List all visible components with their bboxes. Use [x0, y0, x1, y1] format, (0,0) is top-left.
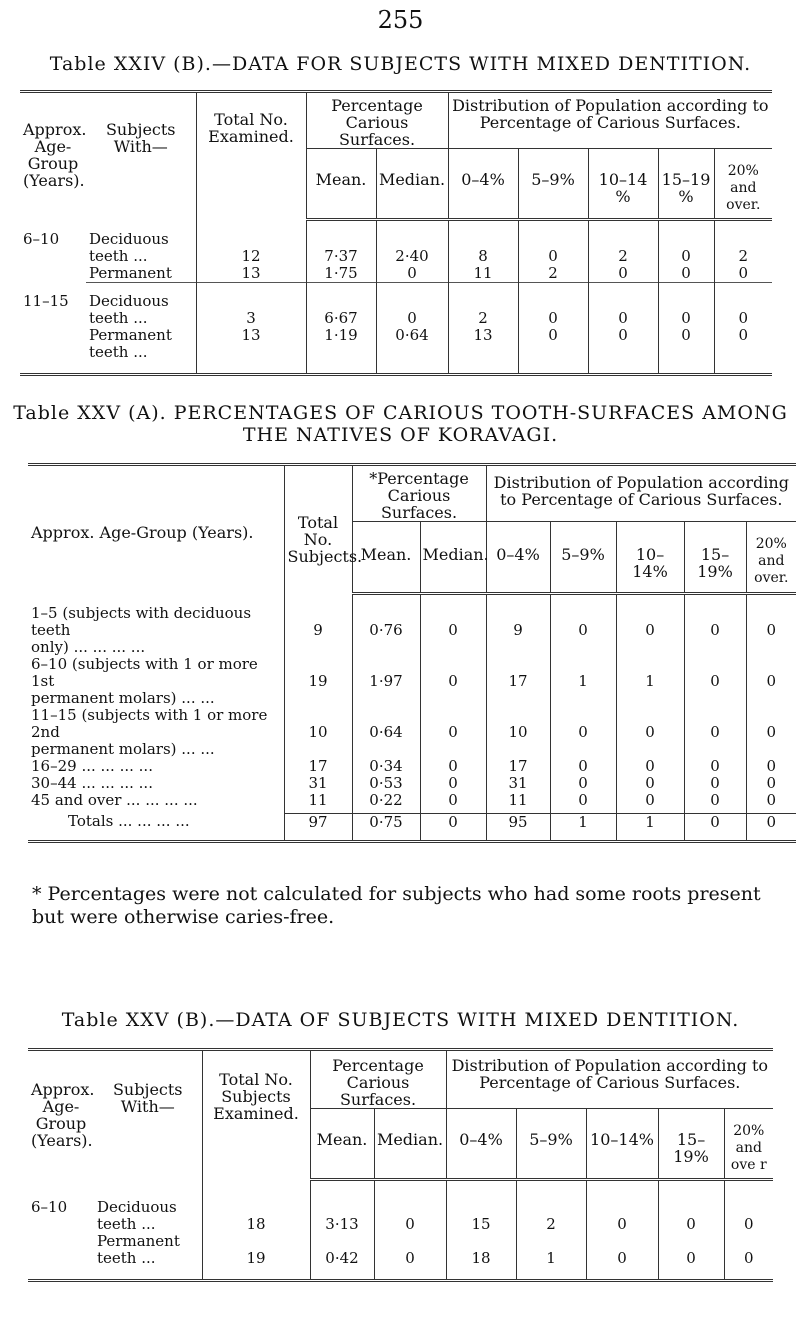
- row-label: 1–5 (subjects with deciduous teeth: [31, 604, 252, 639]
- row-b1: 18: [446, 1233, 516, 1281]
- row-total: 9: [284, 605, 352, 656]
- table-row: [20, 327, 772, 375]
- header-distribution: Distribution of Population according to Percentage of Carious Surfaces.: [448, 92, 772, 149]
- row-b1: 13: [448, 327, 518, 375]
- row-b4: 0: [684, 656, 746, 707]
- row-median: 0: [420, 775, 486, 792]
- row-b2: 0: [518, 231, 588, 265]
- row-subjects-with: Deciduous teeth ...: [97, 1198, 177, 1233]
- row-b4: 0: [658, 1191, 724, 1233]
- totals-mean: 0·75: [352, 813, 420, 842]
- header-median: Median.: [374, 1109, 446, 1180]
- row-b2: 1: [550, 656, 616, 707]
- totals-label: Totals ... ... ... ...: [68, 812, 190, 830]
- table-25a: [28, 463, 796, 843]
- totals-b3: 1: [616, 813, 684, 842]
- row-b3: 2: [588, 231, 658, 265]
- row-b1: 11: [448, 265, 518, 283]
- table-25a-title-line2: THE NATIVES OF KORAVAGI.: [242, 424, 559, 446]
- header-subjects-with: Subjects With—: [105, 120, 176, 156]
- row-b2: 2: [518, 265, 588, 283]
- table-row: [20, 265, 772, 283]
- row-label: 16–29 ... ... ... ...: [31, 757, 153, 775]
- row-b4: 0: [658, 327, 714, 375]
- row-subjects-with: Deciduous teeth ...: [89, 230, 169, 265]
- row-b5: 0: [714, 327, 772, 375]
- row-age: 6–10: [23, 230, 60, 248]
- row-age: [20, 265, 86, 283]
- row-total: 13: [196, 265, 306, 283]
- row-subjects-with: Permanent teeth ...: [97, 1232, 180, 1267]
- table-25b-title: Table XXV (B).—DATA OF SUBJECTS WITH MIXED DENTITION.: [61, 1009, 740, 1031]
- table-row: [28, 656, 796, 707]
- row-total: 3: [196, 293, 306, 327]
- row-b2: 0: [550, 792, 616, 813]
- row-b1: 10: [486, 707, 550, 758]
- row-b2: 0: [550, 605, 616, 656]
- row-mean: 3·13: [310, 1191, 374, 1233]
- row-mean: 1·97: [352, 656, 420, 707]
- header-total-subjects: Total No. Subjects.: [284, 465, 352, 594]
- row-b5: 0: [746, 707, 796, 758]
- row-mean: 1·19: [306, 327, 376, 375]
- row-b3: 0: [616, 775, 684, 792]
- footnote: * Percentages were not calculated for subjects who had some roots present but were otherwise caries-free.: [32, 883, 761, 928]
- row-age: 6–10: [31, 1198, 68, 1216]
- row-label: 45 and over ... ... ... ...: [31, 791, 198, 809]
- row-b4: 0: [658, 265, 714, 283]
- row-median: 0: [420, 707, 486, 758]
- row-b2: 0: [550, 775, 616, 792]
- table-24b-title: Table XXIV (B).—DATA FOR SUBJECTS WITH MIXED DENTITION.: [49, 53, 752, 75]
- header-age-group: Approx. Age-Group (Years).: [31, 523, 254, 542]
- row-total: 17: [284, 758, 352, 775]
- row-b2: 0: [518, 327, 588, 375]
- header-age-group: Approx. Age-Group (Years).: [31, 1080, 95, 1150]
- header-median: Median.: [376, 149, 448, 220]
- header-bucket-10-14: 10–14%: [586, 1109, 658, 1180]
- row-b5: 0: [724, 1191, 773, 1233]
- header-bucket-0-4: 0–4%: [446, 1109, 516, 1180]
- header-bucket-5-9: 5–9%: [550, 522, 616, 594]
- row-b3: 0: [586, 1233, 658, 1281]
- row-total: 12: [196, 231, 306, 265]
- row-b4: 0: [684, 775, 746, 792]
- table-row: [28, 1191, 773, 1233]
- row-median: 0: [420, 605, 486, 656]
- row-median: 0: [420, 792, 486, 813]
- totals-total: 97: [284, 813, 352, 842]
- header-bucket-20-plus: 20% and over.: [714, 149, 772, 220]
- row-b5: 0: [746, 792, 796, 813]
- row-b1: 2: [448, 293, 518, 327]
- row-total: 19: [202, 1233, 310, 1281]
- row-b5: 0: [714, 265, 772, 283]
- header-age-group: Approx. Age-Group (Years).: [23, 120, 87, 190]
- page-number: 255: [377, 6, 424, 34]
- row-b2: 2: [516, 1191, 586, 1233]
- row-label: 6–10 (subjects with 1 or more 1st: [31, 655, 258, 690]
- header-subjects-with: Subjects With—: [112, 1080, 183, 1116]
- row-mean: 6·67: [306, 293, 376, 327]
- row-b3: 0: [616, 758, 684, 775]
- header-distribution: Distribution of Population according to Percentage of Carious Surfaces.: [486, 465, 796, 522]
- row-total: 18: [202, 1191, 310, 1233]
- row-mean: 0·22: [352, 792, 420, 813]
- row-b3: 0: [586, 1191, 658, 1233]
- row-median: 0: [376, 265, 448, 283]
- row-b5: 0: [714, 293, 772, 327]
- row-label-cont: permanent molars) ... ...: [31, 689, 215, 707]
- totals-b4: 0: [684, 813, 746, 842]
- totals-median: 0: [420, 813, 486, 842]
- header-mean: Mean.: [306, 149, 376, 220]
- row-mean: 0·42: [310, 1233, 374, 1281]
- header-bucket-20-plus: 20% and over.: [746, 522, 796, 594]
- row-b3: 0: [588, 327, 658, 375]
- row-label: 11–15 (subjects with 1 or more 2nd: [31, 706, 268, 741]
- row-b5: 0: [724, 1233, 773, 1281]
- row-total: 19: [284, 656, 352, 707]
- table-25b: [28, 1048, 773, 1282]
- row-total: 10: [284, 707, 352, 758]
- row-median: 0: [374, 1233, 446, 1281]
- row-mean: 0·64: [352, 707, 420, 758]
- header-bucket-0-4: 0–4%: [486, 522, 550, 594]
- header-total-examined: Total No. Subjects Examined.: [202, 1050, 310, 1180]
- row-b2: 0: [518, 293, 588, 327]
- totals-b2: 1: [550, 813, 616, 842]
- table-row: [28, 758, 796, 775]
- row-b4: 0: [658, 231, 714, 265]
- row-age: 11–15: [23, 292, 69, 310]
- header-distribution: Distribution of Population according to Percentage of Carious Surfaces.: [446, 1050, 773, 1109]
- row-b1: 17: [486, 758, 550, 775]
- row-b5: 0: [746, 656, 796, 707]
- row-b1: 11: [486, 792, 550, 813]
- table-row: [28, 1233, 773, 1281]
- row-b4: 0: [684, 605, 746, 656]
- table-row: [28, 775, 796, 792]
- header-mean: Mean.: [352, 522, 420, 594]
- header-percentage: Percentage Carious Surfaces.: [306, 92, 448, 149]
- row-b4: 0: [658, 1233, 724, 1281]
- row-age: [20, 327, 86, 375]
- row-total: 13: [196, 327, 306, 375]
- row-subjects-with: Permanent: [89, 264, 172, 282]
- row-mean: 0·34: [352, 758, 420, 775]
- row-b2: 1: [516, 1233, 586, 1281]
- row-subjects-with: Permanent teeth ...: [89, 326, 172, 361]
- row-b4: 0: [684, 758, 746, 775]
- header-bucket-15-19: 15–19%: [684, 522, 746, 594]
- row-b3: 1: [616, 656, 684, 707]
- row-mean: 1·75: [306, 265, 376, 283]
- row-b4: 0: [684, 707, 746, 758]
- row-b3: 0: [588, 293, 658, 327]
- totals-b5: 0: [746, 813, 796, 842]
- table-row: [20, 231, 772, 265]
- header-percentage: Percentage Carious Surfaces.: [310, 1050, 446, 1109]
- header-bucket-10-14: 10–14%: [616, 522, 684, 594]
- row-b4: 0: [658, 293, 714, 327]
- row-b3: 0: [616, 707, 684, 758]
- row-b2: 0: [550, 758, 616, 775]
- header-bucket-10-14: 10–14 %: [588, 149, 658, 220]
- row-b2: 0: [550, 707, 616, 758]
- header-bucket-15-19: 15–19 %: [658, 149, 714, 220]
- row-b3: 0: [616, 605, 684, 656]
- row-b1: 8: [448, 231, 518, 265]
- table-row: [28, 707, 796, 758]
- row-b3: 0: [616, 792, 684, 813]
- row-median: 0: [420, 758, 486, 775]
- row-age: [28, 1233, 94, 1281]
- header-bucket-5-9: 5–9%: [516, 1109, 586, 1180]
- row-median: 0·64: [376, 327, 448, 375]
- header-bucket-15-19: 15–19%: [658, 1109, 724, 1180]
- row-median: 0: [420, 656, 486, 707]
- row-b3: 0: [588, 265, 658, 283]
- row-b1: 9: [486, 605, 550, 656]
- header-percentage: *Percentage Carious Surfaces.: [352, 465, 486, 522]
- header-median: Median.: [420, 522, 486, 594]
- row-b5: 0: [746, 758, 796, 775]
- row-mean: 7·37: [306, 231, 376, 265]
- row-total: 31: [284, 775, 352, 792]
- row-total: 11: [284, 792, 352, 813]
- row-label: 30–44 ... ... ... ...: [31, 774, 153, 792]
- row-label-cont: only) ... ... ... ...: [31, 638, 146, 656]
- row-b5: 0: [746, 775, 796, 792]
- header-bucket-5-9: 5–9%: [518, 149, 588, 220]
- header-total-examined: Total No. Examined.: [196, 92, 306, 220]
- row-mean: 0·53: [352, 775, 420, 792]
- row-label-cont: permanent molars) ... ...: [31, 740, 215, 758]
- table-row: [28, 605, 796, 656]
- row-b1: 15: [446, 1191, 516, 1233]
- totals-row: [28, 813, 796, 842]
- row-median: 0: [376, 293, 448, 327]
- table-row: [28, 792, 796, 813]
- table-25a-title-line1: Table XXV (A). PERCENTAGES OF CARIOUS TOOTH-SURFACES AMONG: [13, 402, 788, 424]
- row-median: 2·40: [376, 231, 448, 265]
- header-mean: Mean.: [310, 1109, 374, 1180]
- row-b4: 0: [684, 792, 746, 813]
- table-row: [20, 293, 772, 327]
- totals-b1: 95: [486, 813, 550, 842]
- row-mean: 0·76: [352, 605, 420, 656]
- row-b5: 2: [714, 231, 772, 265]
- row-b1: 31: [486, 775, 550, 792]
- header-bucket-0-4: 0–4%: [448, 149, 518, 220]
- row-subjects-with: Deciduous teeth ...: [89, 292, 169, 327]
- table-24b: [20, 90, 772, 376]
- row-b1: 17: [486, 656, 550, 707]
- row-b5: 0: [746, 605, 796, 656]
- row-median: 0: [374, 1191, 446, 1233]
- header-bucket-20-plus: 20% and ove r: [724, 1109, 773, 1180]
